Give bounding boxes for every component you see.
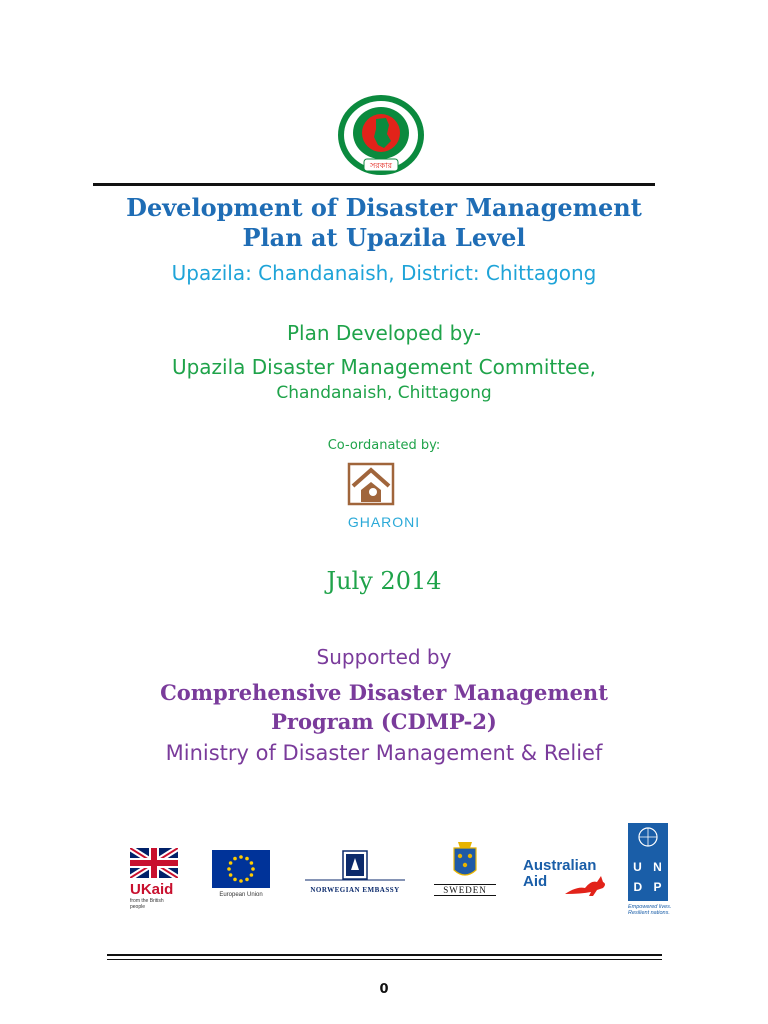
sweden-label: SWEDEN <box>434 884 496 896</box>
page-number: 0 <box>379 982 389 997</box>
program-name-line2: Program (CDMP-2) <box>271 709 497 734</box>
ukaid-logo <box>130 848 180 910</box>
plan-date: July 2014 <box>326 567 442 595</box>
un-emblem-icon <box>628 823 668 853</box>
committee-place: Chandanaish, Chittagong <box>276 383 492 403</box>
title-top-rule <box>93 183 655 186</box>
sweden-logo <box>434 836 496 900</box>
australian-aid-line2: Aid <box>523 873 548 890</box>
kangaroo-icon <box>563 872 609 898</box>
norwegian-embassy-logo <box>303 850 407 900</box>
ukaid-subtext: from the British people <box>130 898 164 910</box>
undp-letters: U N D P <box>633 860 666 894</box>
undp-tagline-1: Empowered lives. <box>628 904 672 910</box>
eu-flag-logo <box>212 850 272 902</box>
eu-label: European Union <box>219 892 263 898</box>
ministry-name: Ministry of Disaster Management & Relief <box>165 741 603 765</box>
government-seal-logo <box>336 93 426 177</box>
program-name-line1: Comprehensive Disaster Management <box>160 680 608 705</box>
undp-logo <box>628 823 678 923</box>
gharoni-name: GHARONI <box>347 514 421 530</box>
supported-by-label: Supported by <box>316 645 452 669</box>
plan-developed-label: Plan Developed by- <box>287 321 481 345</box>
svg-text:সরকার: সরকার <box>369 161 393 170</box>
coordinated-by-label: Co-ordanated by: <box>327 438 441 453</box>
undp-tagline-2: Resilient nations. <box>628 910 670 916</box>
ukaid-text: UKaid <box>130 881 174 898</box>
footer-rule-thick <box>107 954 662 956</box>
document-title-line1: Development of Disaster Management <box>126 193 642 222</box>
gharoni-logo <box>347 462 395 506</box>
document-title-line2: Plan at Upazila Level <box>242 223 526 252</box>
footer-rule-thin <box>107 959 662 960</box>
committee-name: Upazila Disaster Management Committee, <box>171 355 597 379</box>
location-line: Upazila: Chandanaish, District: Chittagong <box>171 261 597 285</box>
australian-aid-line1: Australian <box>523 857 597 874</box>
australian-aid-logo <box>523 858 609 900</box>
norway-label: NORWEGIAN EMBASSY <box>310 886 400 894</box>
